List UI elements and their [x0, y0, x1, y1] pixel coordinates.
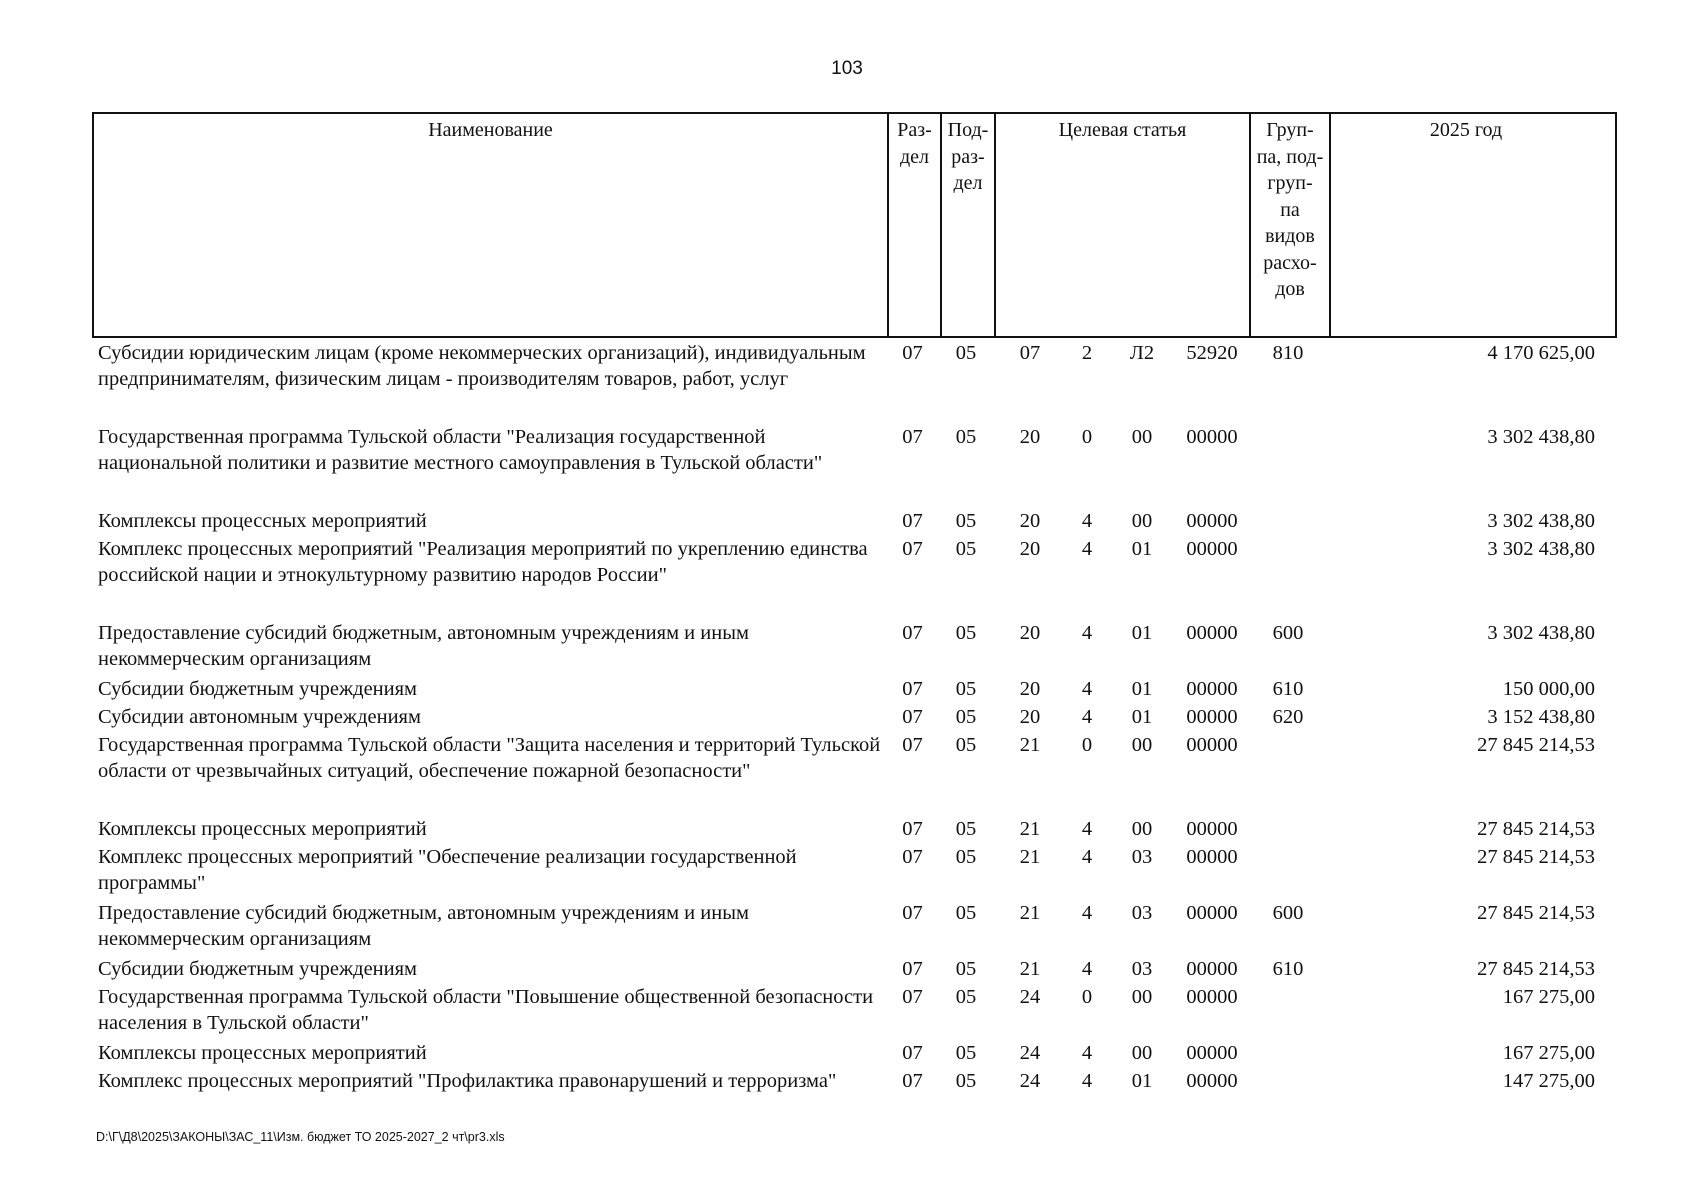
row-amount: 167 275,00 [1502, 1042, 1595, 1064]
row-razdel: 07 [902, 902, 923, 924]
table-row [92, 702, 1617, 730]
row-podrazdel: 05 [955, 706, 977, 728]
row-podrazdel: 05 [955, 538, 977, 560]
row-target-type: 4 [1081, 818, 1093, 840]
row-razdel: 07 [902, 622, 923, 644]
row-amount: 3 152 438,80 [1487, 706, 1595, 728]
row-target-direction: 00000 [1186, 818, 1238, 840]
row-target-program: 24 [1019, 986, 1041, 1008]
row-name: Субсидии бюджетным учреждениям [98, 678, 418, 700]
row-target-direction: 00000 [1186, 510, 1238, 532]
row-target-type: 0 [1081, 426, 1093, 448]
row-amount: 3 302 438,80 [1487, 622, 1595, 644]
row-amount: 3 302 438,80 [1487, 426, 1595, 448]
row-target-type: 4 [1081, 706, 1093, 728]
header-group-line: груп- [1267, 172, 1313, 194]
row-amount: 27 845 214,53 [1477, 902, 1595, 924]
table-body [92, 338, 1617, 1094]
table-row [92, 338, 1617, 422]
table-row [92, 1038, 1617, 1066]
row-razdel: 07 [902, 706, 923, 728]
row-podrazdel: 05 [955, 426, 977, 448]
row-target-code: 00 [1131, 426, 1153, 448]
row-target-type: 4 [1081, 622, 1093, 644]
row-target-type: 2 [1081, 342, 1093, 364]
row-expense-group: 600 [1272, 902, 1304, 924]
row-target-direction: 00000 [1186, 734, 1238, 756]
row-target-direction: 00000 [1186, 678, 1238, 700]
row-podrazdel: 05 [955, 1042, 977, 1064]
row-amount: 3 302 438,80 [1487, 538, 1595, 560]
row-razdel: 07 [902, 986, 923, 1008]
table-row [92, 814, 1617, 842]
table-row [92, 730, 1617, 814]
row-razdel: 07 [902, 538, 923, 560]
row-name: Государственная программа Тульской области "Защита населения и территорий Тульской области от чрезвычайных ситуаций, обеспечение пожарной безопасности" [98, 734, 881, 782]
row-amount: 4 170 625,00 [1487, 342, 1595, 364]
header-razdel-line: Раз- [897, 119, 932, 141]
header-group-line: дов [1275, 278, 1305, 300]
row-target-type: 0 [1081, 986, 1093, 1008]
row-podrazdel: 05 [955, 622, 977, 644]
row-target-type: 4 [1081, 1042, 1093, 1064]
row-target-type: 4 [1081, 678, 1093, 700]
row-target-code: 01 [1131, 706, 1153, 728]
header-group-line: Груп- [1266, 119, 1314, 141]
table-row [92, 898, 1617, 954]
row-target-direction: 00000 [1186, 846, 1238, 868]
row-amount: 167 275,00 [1502, 986, 1595, 1008]
row-razdel: 07 [902, 1070, 923, 1092]
row-target-type: 4 [1081, 510, 1093, 532]
header-expense-group [1251, 114, 1329, 303]
table-row [92, 534, 1617, 618]
row-target-program: 20 [1019, 426, 1041, 448]
row-target-direction: 52920 [1186, 342, 1238, 364]
table-row [92, 982, 1617, 1038]
row-name: Комплексы процессных мероприятий [98, 510, 427, 532]
row-name: Комплекс процессных мероприятий "Профилактика правонарушений и терроризма" [98, 1070, 837, 1092]
row-target-direction: 00000 [1186, 1042, 1238, 1064]
row-amount: 27 845 214,53 [1477, 818, 1595, 840]
row-podrazdel: 05 [955, 678, 977, 700]
row-name: Предоставление субсидий бюджетным, автономным учреждениям и иным некоммерческим организациям [98, 622, 749, 670]
table-row [92, 842, 1617, 898]
row-podrazdel: 05 [955, 818, 977, 840]
row-target-code: Л2 [1129, 342, 1155, 364]
row-target-program: 24 [1019, 1042, 1041, 1064]
header-group-line: видов [1265, 225, 1315, 247]
row-target-type: 4 [1081, 1070, 1093, 1092]
header-podrazdel [942, 114, 994, 197]
page-number: 103 [831, 58, 863, 79]
row-target-type: 4 [1081, 846, 1093, 868]
row-amount: 150 000,00 [1502, 678, 1595, 700]
row-razdel: 07 [902, 510, 923, 532]
header-target-article: Целевая статья [1058, 119, 1187, 141]
row-target-direction: 00000 [1186, 1070, 1238, 1092]
row-target-code: 01 [1131, 538, 1153, 560]
row-target-code: 01 [1131, 1070, 1153, 1092]
header-podrazdel-line: дел [953, 172, 983, 194]
row-target-type: 4 [1081, 538, 1093, 560]
row-name: Предоставление субсидий бюджетным, автономным учреждениям и иным некоммерческим организациям [98, 902, 749, 950]
header-year: 2025 год [1429, 119, 1503, 141]
row-target-program: 07 [1019, 342, 1041, 364]
header-group-line: па [1280, 198, 1300, 221]
header-name: Наименование [428, 119, 553, 141]
header-podrazdel-line: раз- [951, 145, 985, 168]
header-razdel [889, 114, 940, 170]
row-amount: 147 275,00 [1502, 1070, 1595, 1092]
row-target-direction: 00000 [1186, 902, 1238, 924]
row-name: Субсидии юридическим лицам (кроме некоммерческих организаций), индивидуальным предпринимателям, физическим лицам - производителям товаров, работ, услуг [98, 342, 866, 390]
table-row [92, 1066, 1617, 1094]
table-row [92, 422, 1617, 506]
row-podrazdel: 05 [955, 1070, 977, 1092]
row-name: Комплексы процессных мероприятий [98, 1042, 427, 1064]
row-expense-group: 610 [1272, 958, 1304, 980]
row-target-direction: 00000 [1186, 706, 1238, 728]
row-podrazdel: 05 [955, 734, 977, 756]
row-razdel: 07 [902, 846, 923, 868]
row-target-code: 01 [1131, 622, 1153, 644]
row-target-code: 03 [1131, 902, 1153, 924]
header-podrazdel-line: Под- [947, 119, 989, 141]
row-target-type: 0 [1081, 734, 1093, 756]
row-razdel: 07 [902, 426, 923, 448]
row-target-direction: 00000 [1186, 538, 1238, 560]
row-target-direction: 00000 [1186, 426, 1238, 448]
row-target-type: 4 [1081, 958, 1093, 980]
row-expense-group: 810 [1272, 342, 1304, 364]
row-podrazdel: 05 [955, 342, 977, 364]
row-podrazdel: 05 [955, 902, 977, 924]
row-name: Комплекс процессных мероприятий "Реализация мероприятий по укреплению единства российской нации и этнокультурному развитию народов России" [98, 538, 868, 586]
row-target-program: 24 [1019, 1070, 1041, 1092]
row-target-program: 21 [1019, 958, 1041, 980]
row-amount: 27 845 214,53 [1477, 734, 1595, 756]
row-name: Комплекс процессных мероприятий "Обеспечение реализации государственной программы" [98, 846, 797, 894]
row-target-code: 03 [1131, 846, 1153, 868]
row-razdel: 07 [902, 734, 923, 756]
row-expense-group: 600 [1272, 622, 1304, 644]
row-podrazdel: 05 [955, 986, 977, 1008]
row-target-program: 20 [1019, 678, 1041, 700]
row-expense-group: 620 [1272, 706, 1304, 728]
row-target-program: 20 [1019, 538, 1041, 560]
row-target-program: 20 [1019, 622, 1041, 644]
column-divider [1329, 114, 1331, 336]
table-row [92, 674, 1617, 702]
row-target-type: 4 [1081, 902, 1093, 924]
row-podrazdel: 05 [955, 846, 977, 868]
row-amount: 27 845 214,53 [1477, 958, 1595, 980]
table-row [92, 954, 1617, 982]
row-razdel: 07 [902, 818, 923, 840]
row-target-program: 21 [1019, 902, 1041, 924]
row-target-direction: 00000 [1186, 986, 1238, 1008]
row-target-code: 00 [1131, 734, 1153, 756]
row-amount: 3 302 438,80 [1487, 510, 1595, 532]
row-target-direction: 00000 [1186, 622, 1238, 644]
row-target-program: 21 [1019, 846, 1041, 868]
header-group-line: па, под- [1256, 145, 1324, 168]
row-razdel: 07 [902, 1042, 923, 1064]
row-podrazdel: 05 [955, 510, 977, 532]
table-row [92, 618, 1617, 674]
row-target-code: 00 [1131, 986, 1153, 1008]
row-razdel: 07 [902, 342, 923, 364]
column-divider [994, 114, 996, 336]
row-razdel: 07 [902, 958, 923, 980]
row-expense-group: 610 [1272, 678, 1304, 700]
file-path-footer: D:\Г\Д8\2025\ЗАКОНЫ\ЗАС_11\Изм. бюджет ТО 2025-2027_2 чт\pr3.xls [96, 1130, 505, 1144]
row-name: Комплексы процессных мероприятий [98, 818, 427, 840]
row-target-program: 20 [1019, 706, 1041, 728]
table-header [92, 112, 1617, 338]
header-razdel-line: дел [899, 145, 930, 168]
row-target-code: 00 [1131, 510, 1153, 532]
row-amount: 27 845 214,53 [1477, 846, 1595, 868]
row-target-code: 03 [1131, 958, 1153, 980]
row-podrazdel: 05 [955, 958, 977, 980]
row-target-code: 00 [1131, 1042, 1153, 1064]
row-target-direction: 00000 [1186, 958, 1238, 980]
row-name: Субсидии бюджетным учреждениям [98, 958, 418, 980]
row-target-program: 21 [1019, 734, 1041, 756]
row-name: Государственная программа Тульской области "Реализация государственной национальной политики и развитие местного самоуправления в Тульской области" [98, 426, 823, 474]
row-target-code: 00 [1131, 818, 1153, 840]
header-group-line: расхо- [1263, 251, 1317, 274]
row-target-code: 01 [1131, 678, 1153, 700]
row-name: Субсидии автономным учреждениям [98, 706, 421, 728]
table-row [92, 506, 1617, 534]
row-target-program: 21 [1019, 818, 1041, 840]
row-target-program: 20 [1019, 510, 1041, 532]
row-name: Государственная программа Тульской области "Повышение общественной безопасности населения в Тульской области" [98, 986, 874, 1034]
row-razdel: 07 [902, 678, 923, 700]
